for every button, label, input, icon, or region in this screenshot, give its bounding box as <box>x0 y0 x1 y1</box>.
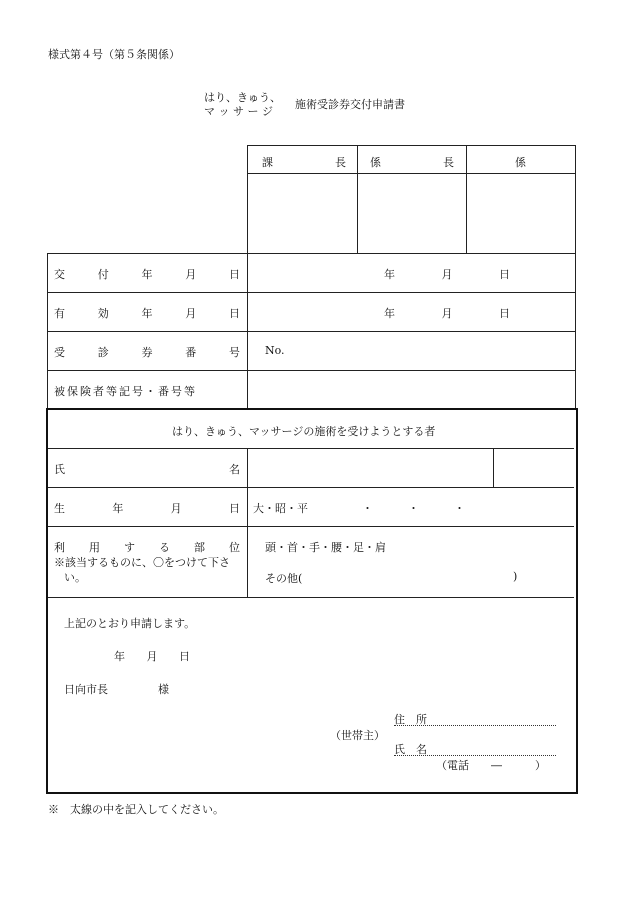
row-border <box>48 597 574 598</box>
birth-dot: ・ <box>362 502 373 515</box>
title-line2: マ ッ サ ー ジ <box>204 105 273 118</box>
row-border <box>47 370 576 371</box>
applicant-section-title: はり、きゅう、マッサージの施術を受けようとする者 <box>172 425 436 438</box>
body-part-label: 利 用 す る 部 位 <box>54 541 240 554</box>
name-input[interactable] <box>252 450 490 484</box>
name-col-divider <box>493 448 494 487</box>
birthdate-label: 生 年 月 日 <box>54 502 240 515</box>
applicant-col-divider <box>247 448 248 597</box>
form-title: 施術受診券交付申請書 <box>295 98 405 111</box>
body-part-note: ※該当するものに、〇をつけて下さ <box>54 556 230 569</box>
approval-top-border <box>247 145 576 146</box>
applicant-name-label: 氏 名 <box>394 743 427 756</box>
valid-date-value[interactable]: 年 月 日 <box>384 307 510 320</box>
ticket-number-field[interactable]: No. <box>265 344 285 357</box>
kakari-cho-header: 係 長 <box>370 156 454 169</box>
ka-cho-header: 課 長 <box>262 156 346 169</box>
valid-date-label: 有 効 年 月 日 <box>54 307 240 320</box>
honorific: 様 <box>158 683 169 696</box>
title-line1: はり、きゅう、 <box>204 91 281 104</box>
birth-dot: ・ <box>454 502 465 515</box>
declaration-statement: 上記のとおり申請します。 <box>64 617 196 630</box>
addressee: 日向市長 <box>64 683 108 696</box>
issue-date-label: 交 付 年 月 日 <box>54 268 240 281</box>
footer-note: ※ 太線の中を記入してください。 <box>48 803 224 816</box>
row-border <box>48 448 574 449</box>
body-part-note-cont: い。 <box>64 571 86 584</box>
kakari-header: 係 <box>515 156 526 169</box>
form-number: 様式第４号（第５条関係） <box>48 48 180 61</box>
address-field[interactable] <box>394 711 556 726</box>
applicant-name-field[interactable] <box>394 741 556 756</box>
body-part-options[interactable]: 頭・首・手・腰・足・肩 <box>265 541 386 554</box>
approval-header-border <box>247 173 576 174</box>
row-border <box>48 487 574 488</box>
row-border <box>47 292 576 293</box>
ticket-number-label: 受 診 券 番 号 <box>54 346 240 359</box>
row-border <box>47 253 576 254</box>
birth-dot: ・ <box>408 502 419 515</box>
birth-era-options[interactable]: 大・昭・平 <box>253 502 308 515</box>
row-border <box>48 526 574 527</box>
other-part-label: その他( <box>265 572 303 585</box>
insured-number-label: 被保険者等記号・番号等 <box>54 385 197 398</box>
other-part-input[interactable] <box>320 566 510 584</box>
row-border <box>47 331 576 332</box>
householder-label: （世帯主） <box>330 729 385 742</box>
issue-date-value[interactable]: 年 月 日 <box>384 268 510 281</box>
other-part-close: ) <box>513 570 518 583</box>
declaration-date[interactable]: 年 月 日 <box>114 650 190 663</box>
name-label: 氏 名 <box>54 463 240 476</box>
approval-divider-1 <box>357 145 358 253</box>
address-label: 住 所 <box>394 713 427 726</box>
phone-field[interactable]: （電話 ― ） <box>436 759 546 772</box>
approval-divider-2 <box>466 145 467 253</box>
